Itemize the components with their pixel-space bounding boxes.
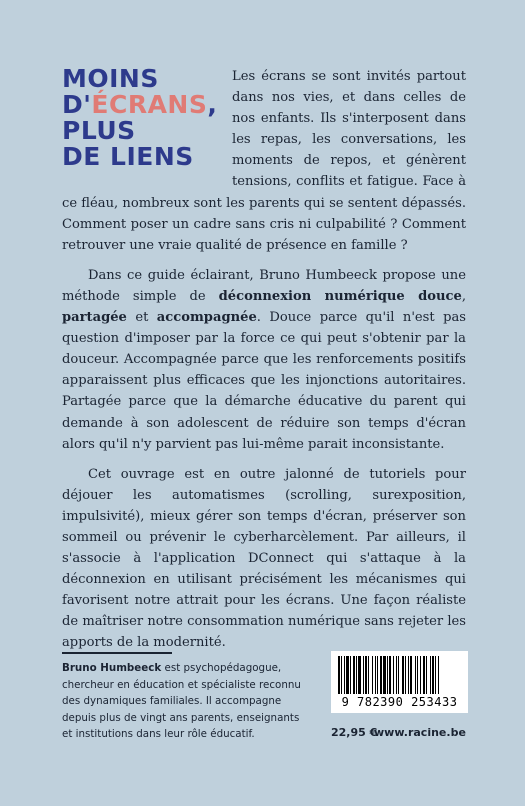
author-name: Bruno Humbeeck bbox=[62, 662, 162, 674]
barcode-bar bbox=[408, 656, 409, 694]
isbn-number: 9 782390 253433 bbox=[341, 695, 458, 709]
barcode-bar bbox=[346, 656, 349, 694]
author-bio-text: est psychopédagogue, chercheur en éducation et spécialiste reconnu des dynamiques familiales. Il accompagne depuis plus de vingt ans parents, enseignants et institutions dans leur rôle éducatif. bbox=[62, 662, 301, 740]
barcode-bar bbox=[389, 656, 391, 694]
price: 22,95 € bbox=[331, 726, 378, 739]
barcode-bar bbox=[353, 656, 355, 694]
blurb-p2-text-d: et bbox=[126, 310, 157, 326]
barcode-bar bbox=[402, 656, 404, 694]
barcode-bar bbox=[356, 656, 357, 694]
title-float-spacer bbox=[62, 66, 232, 190]
barcode-bar bbox=[338, 656, 340, 694]
barcode-bar bbox=[341, 656, 342, 694]
bio-divider bbox=[62, 652, 172, 654]
back-cover-blurb bbox=[62, 66, 466, 654]
barcode-bar bbox=[350, 656, 351, 694]
barcode-bar bbox=[372, 656, 373, 694]
barcode-bar bbox=[415, 656, 416, 694]
title-accent-word: ÉCRANS bbox=[91, 90, 208, 119]
barcode-bar bbox=[432, 656, 434, 694]
barcode-bar bbox=[344, 656, 345, 694]
author-bio bbox=[62, 660, 310, 743]
barcode-bar bbox=[410, 656, 412, 694]
barcode-bar bbox=[423, 656, 425, 694]
barcode-bar bbox=[387, 656, 388, 694]
barcode-bar bbox=[368, 656, 369, 694]
publisher-website: www.racine.be bbox=[374, 726, 466, 739]
barcode-bar bbox=[396, 656, 397, 694]
blurb-paragraph-2 bbox=[62, 265, 466, 455]
barcode-bar bbox=[426, 656, 427, 694]
title-line-2-prefix: D' bbox=[62, 90, 92, 119]
barcode-bar bbox=[417, 656, 418, 694]
barcode-bar bbox=[383, 656, 386, 694]
barcode-bar bbox=[358, 656, 361, 694]
barcode-bar bbox=[398, 656, 399, 694]
blurb-p2-text-e: . Douce parce qu'il n'est pas question d'imposer par la force ce qui peut s'obtenir par la douceur. Accompagnée parce que les renforcements positifs apparaissent plus efficaces que les injonctions autoritaires. Partagée parce que la démarche éducative du parent qui demande à son adolescent de réduire son temps d'écran alors qu'il n'y parvient pas lui-même parait inconsistante. bbox=[62, 310, 467, 452]
barcode-bar bbox=[377, 656, 378, 694]
blurb-paragraph-1: Les écrans se sont invités partout dans nos vies, et dans celles de nos enfants. Ils s'interposent dans les repas, les conversations, les moments de repos, et génèrent tensions, conflits et fatigue. Face à ce fléau, nombreux sont les parents qui se sentent dépassés. Comment poser un cadre sans cris ni culpabilité ? Comment retrouver une vraie qualité de présence en famille ? bbox=[62, 69, 466, 253]
barcode-bar bbox=[430, 656, 431, 694]
barcode-bar bbox=[435, 656, 436, 694]
barcode-bar bbox=[405, 656, 406, 694]
title-line-1: MOINS bbox=[62, 64, 159, 93]
barcode-bar bbox=[363, 656, 364, 694]
barcode-bar bbox=[365, 656, 367, 694]
title-line-4: DE LIENS bbox=[62, 142, 194, 171]
barcode-bar bbox=[420, 656, 421, 694]
barcode-bar bbox=[438, 656, 439, 694]
barcode-bar bbox=[393, 656, 394, 694]
blurb-p2-text-a: Dans ce guide éclairant, Bruno Humbeeck propose une méthode simple de bbox=[62, 267, 466, 304]
blurb-p2-bold-1: déconnexion numérique douce bbox=[218, 288, 462, 304]
blurb-paragraph-3: Cet ouvrage est en outre jalonné de tutoriels pour déjouer les automatismes (scrolling, surexposition, impulsivité), mieux gérer son temps d'écran, préserver son sommeil ou prévenir le cyberharcèlement. Par ailleurs, il s'associe à l'application DConnect qui s'attaque à la déconnexion en utilisant précisément les mécanismes qui favorisent notre attrait pour les écrans. Une façon réaliste de maîtriser notre consommation numérique sans rejeter les apports de la modernité. bbox=[62, 466, 466, 651]
title-line-2-suffix: , bbox=[207, 90, 218, 119]
blurb-p2-bold-3: accompagnée bbox=[156, 310, 257, 326]
title-line-3: PLUS bbox=[62, 116, 136, 145]
barcode-bar bbox=[375, 656, 376, 694]
blurb-p2-bold-2: partagée bbox=[62, 310, 127, 326]
blurb-p2-text-c: , bbox=[461, 288, 467, 304]
isbn-barcode bbox=[331, 651, 468, 713]
barcode-bars bbox=[338, 656, 461, 696]
barcode-bar bbox=[380, 656, 382, 694]
